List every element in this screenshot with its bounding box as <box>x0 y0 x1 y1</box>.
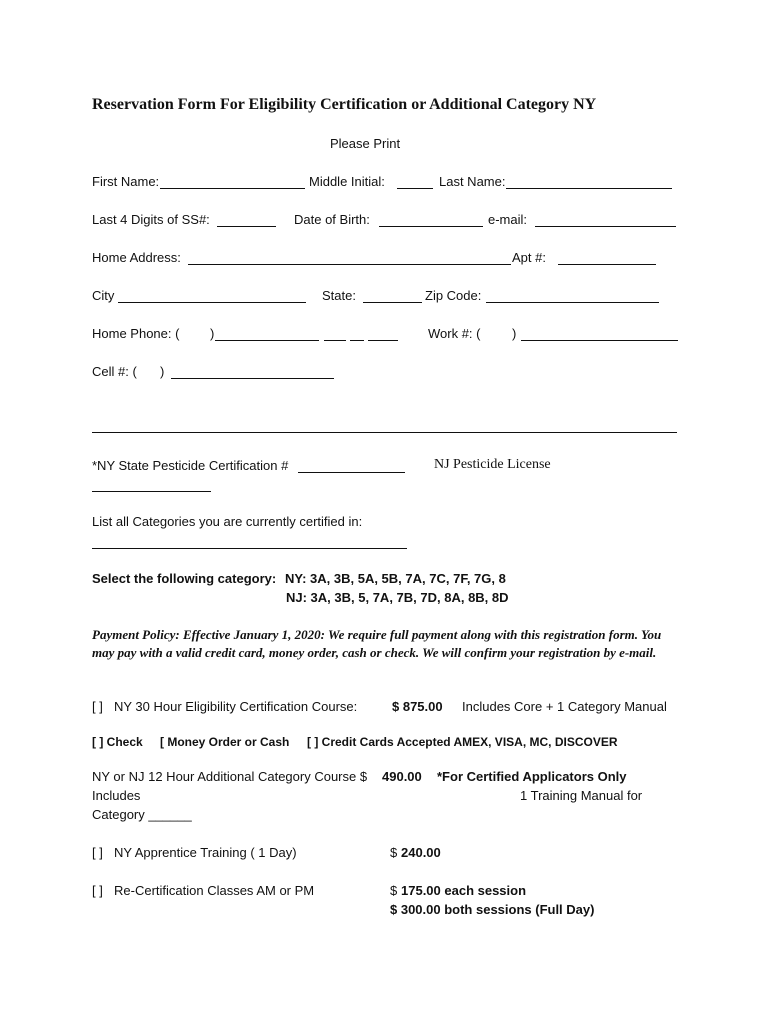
cell-paren: ) <box>160 364 165 379</box>
nj-license-label: NJ Pesticide License <box>434 457 551 472</box>
ny12-category-field[interactable]: Category ______ <box>92 807 192 822</box>
ny30-price: $ 875.00 <box>392 699 443 714</box>
first-name-field[interactable] <box>160 188 305 189</box>
ny30-course-label: NY 30 Hour Eligibility Certification Course: <box>114 699 358 714</box>
middle-initial-label: Middle Initial: <box>309 174 385 189</box>
apprentice-currency: $ <box>390 845 398 860</box>
recert-price-session: 175.00 each session <box>401 883 527 898</box>
dob-label: Date of Birth: <box>294 212 370 227</box>
select-category-label: Select the following category: <box>92 571 277 586</box>
apprentice-label: NY Apprentice Training ( 1 Day) <box>114 845 297 860</box>
ny30-includes: Includes Core + 1 Category Manual <box>462 699 667 714</box>
ny12-course-label: NY or NJ 12 Hour Additional Category Course $ <box>92 769 368 784</box>
cell-label: Cell #: ( <box>92 364 137 379</box>
nj-categories: NJ: 3A, 3B, 5, 7A, 7B, 7D, 8A, 8B, 8D <box>286 590 509 605</box>
ssn-field[interactable] <box>217 226 276 227</box>
home-phone-field[interactable] <box>215 340 319 341</box>
recert-checkbox[interactable]: [ ] <box>92 883 103 898</box>
list-categories-label: List all Categories you are currently certified in: <box>92 514 363 529</box>
state-label: State: <box>322 288 356 303</box>
middle-initial-field[interactable] <box>397 188 433 189</box>
home-phone-label: Home Phone: ( <box>92 326 180 341</box>
list-categories-field[interactable] <box>92 548 407 549</box>
state-field[interactable] <box>363 302 422 303</box>
dob-field[interactable] <box>379 226 483 227</box>
work-phone-label: Work #: ( <box>428 326 481 341</box>
ssn-label: Last 4 Digits of SS#: <box>92 212 210 227</box>
first-name-label: First Name: <box>92 174 160 189</box>
home-address-field[interactable] <box>188 264 511 265</box>
home-phone-field-4[interactable] <box>368 340 398 341</box>
zip-field[interactable] <box>486 302 659 303</box>
section-divider <box>92 432 677 433</box>
ny-categories: NY: 3A, 3B, 5A, 5B, 7A, 7C, 7F, 7G, 8 <box>285 571 506 586</box>
apt-field[interactable] <box>558 264 656 265</box>
city-label: City <box>92 288 115 303</box>
last-name-label: Last Name: <box>439 174 506 189</box>
cell-field[interactable] <box>171 378 334 379</box>
zip-label: Zip Code: <box>425 288 482 303</box>
page-title: Reservation Form For Eligibility Certification or Additional Category NY <box>92 96 597 113</box>
home-phone-paren: ) <box>210 326 215 341</box>
ny12-note: *For Certified Applicators Only <box>437 769 627 784</box>
home-phone-field-2[interactable] <box>324 340 346 341</box>
ny-cert-field[interactable] <box>298 472 405 473</box>
apprentice-price: 240.00 <box>401 845 441 860</box>
pay-check-option[interactable]: [ ] Check <box>92 735 143 749</box>
nj-license-field[interactable] <box>92 491 211 492</box>
pay-money-order-option[interactable]: [ Money Order or Cash <box>160 735 290 749</box>
ny12-price: 490.00 <box>382 769 422 784</box>
home-phone-field-3[interactable] <box>350 340 364 341</box>
email-field[interactable] <box>535 226 676 227</box>
ny30-checkbox[interactable]: [ ] <box>92 699 103 714</box>
payment-policy: Payment Policy: Effective January 1, 2020: We require full payment along with this registration form. You may pay with a valid credit card, money order, cash or check. We will confirm your registration by e-mail. <box>92 627 662 660</box>
recert-price-full-day: $ 300.00 both sessions (Full Day) <box>390 902 595 917</box>
ny12-manual: 1 Training Manual for <box>520 788 643 803</box>
home-address-label: Home Address: <box>92 250 181 265</box>
last-name-field[interactable] <box>506 188 672 189</box>
recert-label: Re-Certification Classes AM or PM <box>114 883 315 898</box>
recert-currency: $ <box>390 883 398 898</box>
work-phone-field[interactable] <box>521 340 678 341</box>
city-field[interactable] <box>118 302 306 303</box>
pay-credit-card-option[interactable]: [ ] Credit Cards Accepted AMEX, VISA, MC, DISCOVER <box>307 735 618 749</box>
apt-label: Apt #: <box>512 250 546 265</box>
ny12-includes: Includes <box>92 788 141 803</box>
ny-cert-label: *NY State Pesticide Certification # <box>92 458 289 473</box>
email-label: e-mail: <box>488 212 528 227</box>
work-phone-paren: ) <box>512 326 517 341</box>
apprentice-checkbox[interactable]: [ ] <box>92 845 103 860</box>
please-print-note: Please Print <box>330 136 401 151</box>
